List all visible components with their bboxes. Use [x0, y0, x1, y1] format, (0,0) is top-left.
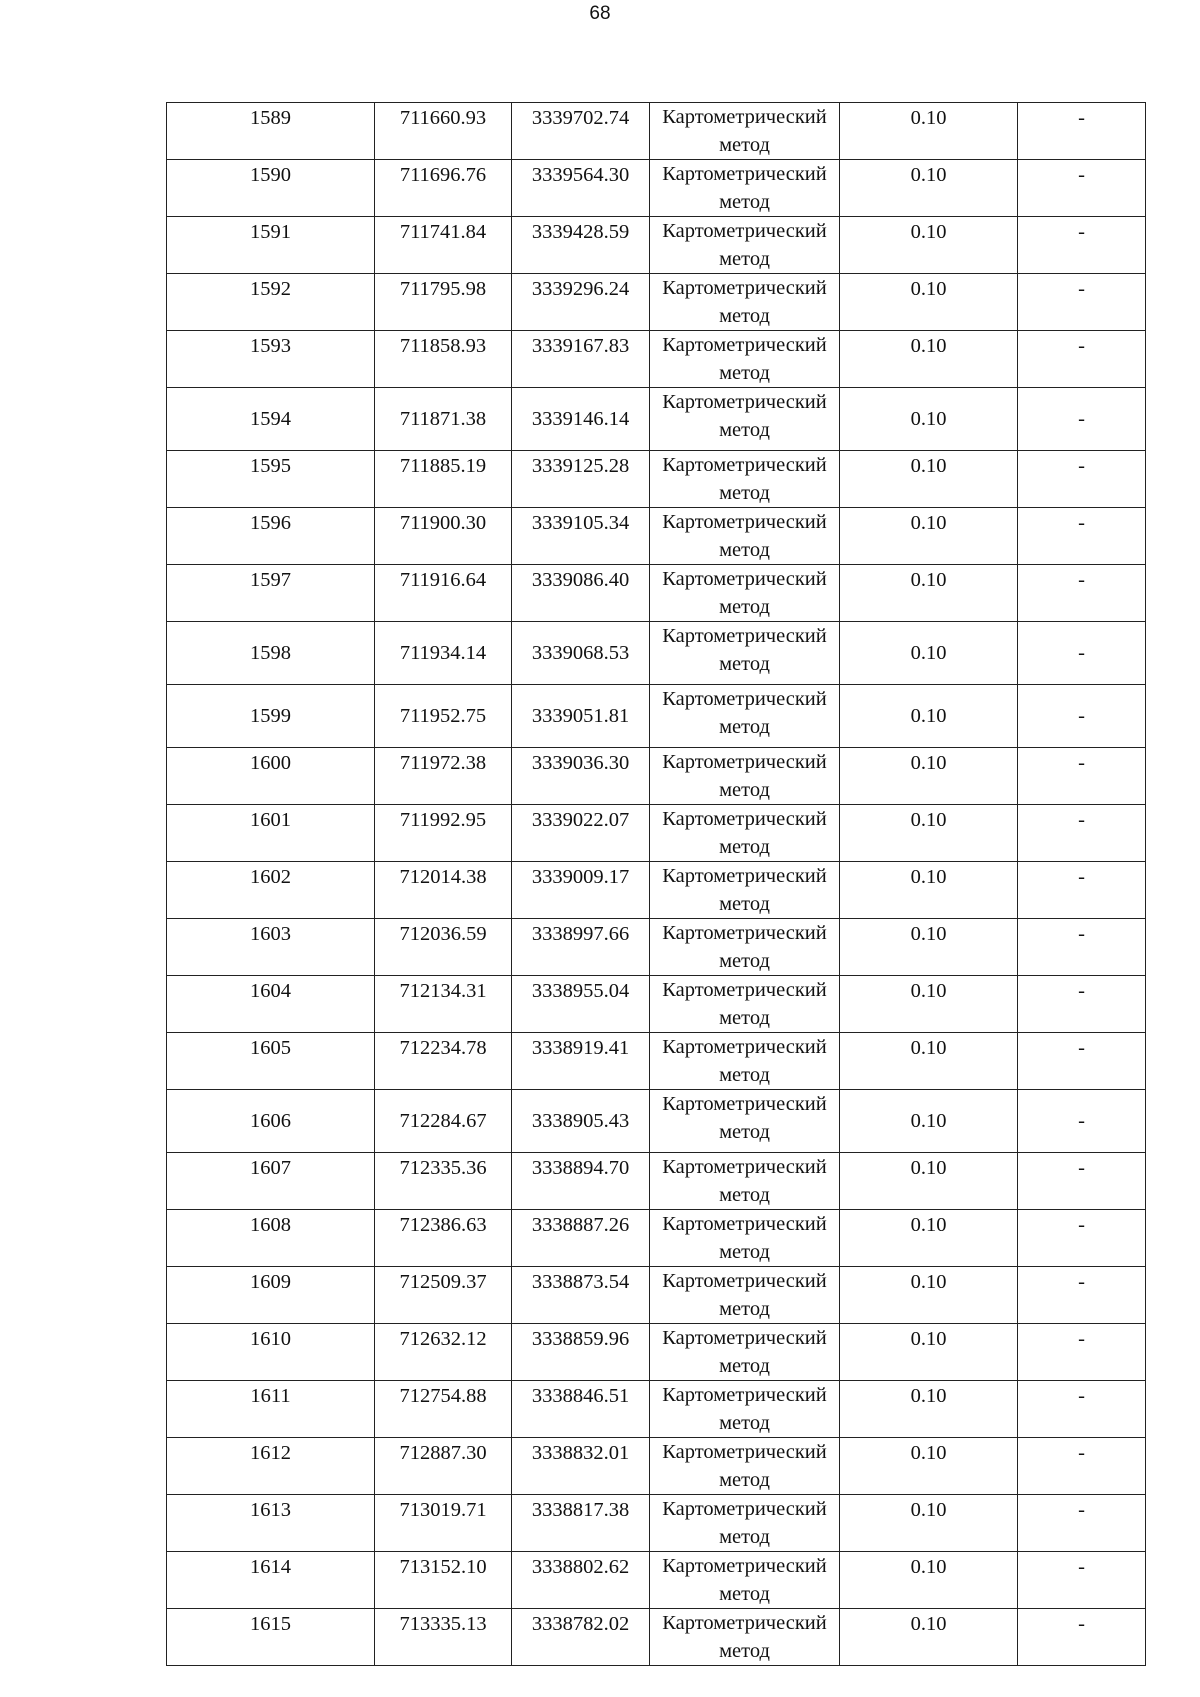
- y-coordinate-cell: 3339022.07: [512, 805, 650, 862]
- method-line-1: Картометрический: [662, 1213, 827, 1235]
- x-coordinate-cell: 711992.95: [375, 805, 512, 862]
- page-number: 68: [589, 3, 611, 24]
- method-cell: [650, 1438, 840, 1495]
- method-line-1: Картометрический: [662, 625, 827, 647]
- method-cell: [650, 217, 840, 274]
- method-line-1: Картометрический: [662, 751, 827, 773]
- table-row: [167, 1090, 1146, 1153]
- point-number-cell: 1609: [167, 1267, 375, 1324]
- y-coordinate-cell: 3339086.40: [512, 565, 650, 622]
- x-coordinate-cell: 711795.98: [375, 274, 512, 331]
- method-cell: [650, 1210, 840, 1267]
- note-cell: -: [1018, 331, 1146, 388]
- x-coordinate-cell: 711900.30: [375, 508, 512, 565]
- y-coordinate-cell: 3338859.96: [512, 1324, 650, 1381]
- method-line-2: метод: [719, 134, 770, 156]
- accuracy-cell: 0.10: [840, 805, 1018, 862]
- method-line-1: Картометрический: [662, 1498, 827, 1520]
- x-coordinate-cell: 711858.93: [375, 331, 512, 388]
- accuracy-cell: 0.10: [840, 976, 1018, 1033]
- point-number-cell: 1593: [167, 331, 375, 388]
- y-coordinate-cell: 3338832.01: [512, 1438, 650, 1495]
- method-cell: [650, 1033, 840, 1090]
- method-line-1: Картометрический: [662, 1612, 827, 1634]
- x-coordinate-cell: 711871.38: [375, 388, 512, 451]
- method-line-2: метод: [719, 1007, 770, 1029]
- method-line-1: Картометрический: [662, 277, 827, 299]
- x-coordinate-cell: 712335.36: [375, 1153, 512, 1210]
- point-number-cell: 1603: [167, 919, 375, 976]
- note-cell: -: [1018, 508, 1146, 565]
- note-cell: -: [1018, 805, 1146, 862]
- point-number-cell: 1607: [167, 1153, 375, 1210]
- note-cell: -: [1018, 451, 1146, 508]
- method-line-1: Картометрический: [662, 1093, 827, 1115]
- x-coordinate-cell: 711741.84: [375, 217, 512, 274]
- method-line-2: метод: [719, 1469, 770, 1491]
- note-cell: -: [1018, 1033, 1146, 1090]
- accuracy-cell: 0.10: [840, 1552, 1018, 1609]
- table-row: [167, 1210, 1146, 1267]
- point-number-cell: 1597: [167, 565, 375, 622]
- accuracy-cell: 0.10: [840, 508, 1018, 565]
- y-coordinate-cell: 3338817.38: [512, 1495, 650, 1552]
- accuracy-cell: 0.10: [840, 1090, 1018, 1153]
- note-cell: -: [1018, 274, 1146, 331]
- method-cell: [650, 622, 840, 685]
- note-cell: -: [1018, 1090, 1146, 1153]
- x-coordinate-cell: 711952.75: [375, 685, 512, 748]
- note-cell: -: [1018, 919, 1146, 976]
- point-number-cell: 1611: [167, 1381, 375, 1438]
- accuracy-cell: 0.10: [840, 1495, 1018, 1552]
- accuracy-cell: 0.10: [840, 1609, 1018, 1666]
- method-cell: [650, 919, 840, 976]
- table-row: [167, 976, 1146, 1033]
- note-cell: -: [1018, 1495, 1146, 1552]
- y-coordinate-cell: 3339125.28: [512, 451, 650, 508]
- method-cell: [650, 103, 840, 160]
- method-line-1: Картометрический: [662, 568, 827, 590]
- method-cell: [650, 1153, 840, 1210]
- accuracy-cell: 0.10: [840, 1210, 1018, 1267]
- table-row: [167, 1267, 1146, 1324]
- y-coordinate-cell: 3338782.02: [512, 1609, 650, 1666]
- method-cell: [650, 1381, 840, 1438]
- method-cell: [650, 160, 840, 217]
- table-row: [167, 217, 1146, 274]
- note-cell: -: [1018, 862, 1146, 919]
- method-line-2: метод: [719, 653, 770, 675]
- accuracy-cell: 0.10: [840, 862, 1018, 919]
- note-cell: -: [1018, 103, 1146, 160]
- accuracy-cell: 0.10: [840, 217, 1018, 274]
- note-cell: -: [1018, 1153, 1146, 1210]
- accuracy-cell: 0.10: [840, 103, 1018, 160]
- x-coordinate-cell: 711660.93: [375, 103, 512, 160]
- x-coordinate-cell: 713335.13: [375, 1609, 512, 1666]
- y-coordinate-cell: 3338873.54: [512, 1267, 650, 1324]
- point-number-cell: 1592: [167, 274, 375, 331]
- method-line-1: Картометрический: [662, 454, 827, 476]
- method-cell: [650, 1267, 840, 1324]
- y-coordinate-cell: 3339146.14: [512, 388, 650, 451]
- table-row: [167, 160, 1146, 217]
- accuracy-cell: 0.10: [840, 685, 1018, 748]
- method-line-2: метод: [719, 362, 770, 384]
- method-cell: [650, 274, 840, 331]
- x-coordinate-cell: 711885.19: [375, 451, 512, 508]
- method-line-1: Картометрический: [662, 865, 827, 887]
- method-line-2: метод: [719, 716, 770, 738]
- method-cell: [650, 1495, 840, 1552]
- y-coordinate-cell: 3338894.70: [512, 1153, 650, 1210]
- method-line-2: метод: [719, 482, 770, 504]
- table-row: [167, 1033, 1146, 1090]
- table-row: [167, 1495, 1146, 1552]
- table-row: [167, 274, 1146, 331]
- method-line-2: метод: [719, 1298, 770, 1320]
- method-cell: [650, 1552, 840, 1609]
- method-cell: [650, 1324, 840, 1381]
- note-cell: -: [1018, 388, 1146, 451]
- method-cell: [650, 451, 840, 508]
- table-row: [167, 622, 1146, 685]
- table-row: [167, 508, 1146, 565]
- method-line-1: Картометрический: [662, 511, 827, 533]
- x-coordinate-cell: 711696.76: [375, 160, 512, 217]
- note-cell: -: [1018, 685, 1146, 748]
- method-line-2: метод: [719, 1184, 770, 1206]
- x-coordinate-cell: 712386.63: [375, 1210, 512, 1267]
- method-line-1: Картометрический: [662, 1441, 827, 1463]
- accuracy-cell: 0.10: [840, 1324, 1018, 1381]
- table-row: [167, 1324, 1146, 1381]
- y-coordinate-cell: 3339105.34: [512, 508, 650, 565]
- method-line-1: Картометрический: [662, 334, 827, 356]
- method-line-2: метод: [719, 1241, 770, 1263]
- accuracy-cell: 0.10: [840, 1153, 1018, 1210]
- method-line-1: Картометрический: [662, 1270, 827, 1292]
- accuracy-cell: 0.10: [840, 274, 1018, 331]
- accuracy-cell: 0.10: [840, 919, 1018, 976]
- table-row: [167, 1438, 1146, 1495]
- method-line-1: Картометрический: [662, 808, 827, 830]
- method-cell: [650, 685, 840, 748]
- y-coordinate-cell: 3338997.66: [512, 919, 650, 976]
- note-cell: -: [1018, 1267, 1146, 1324]
- table-row: [167, 331, 1146, 388]
- method-cell: [650, 748, 840, 805]
- method-line-1: Картометрический: [662, 688, 827, 710]
- method-line-1: Картометрический: [662, 391, 827, 413]
- method-line-1: Картометрический: [662, 1555, 827, 1577]
- method-line-2: метод: [719, 1412, 770, 1434]
- method-line-2: метод: [719, 950, 770, 972]
- method-cell: [650, 331, 840, 388]
- method-line-2: метод: [719, 779, 770, 801]
- x-coordinate-cell: 712887.30: [375, 1438, 512, 1495]
- accuracy-cell: 0.10: [840, 1267, 1018, 1324]
- method-cell: [650, 388, 840, 451]
- accuracy-cell: 0.10: [840, 388, 1018, 451]
- y-coordinate-cell: 3338887.26: [512, 1210, 650, 1267]
- method-line-2: метод: [719, 1121, 770, 1143]
- y-coordinate-cell: 3338846.51: [512, 1381, 650, 1438]
- table-row: [167, 1609, 1146, 1666]
- accuracy-cell: 0.10: [840, 1033, 1018, 1090]
- method-cell: [650, 805, 840, 862]
- method-cell: [650, 508, 840, 565]
- table-row: [167, 748, 1146, 805]
- note-cell: -: [1018, 1381, 1146, 1438]
- x-coordinate-cell: 713152.10: [375, 1552, 512, 1609]
- y-coordinate-cell: 3338802.62: [512, 1552, 650, 1609]
- point-number-cell: 1595: [167, 451, 375, 508]
- x-coordinate-cell: 712014.38: [375, 862, 512, 919]
- point-number-cell: 1598: [167, 622, 375, 685]
- method-line-2: метод: [719, 248, 770, 270]
- accuracy-cell: 0.10: [840, 451, 1018, 508]
- table-row: [167, 685, 1146, 748]
- method-line-2: метод: [719, 539, 770, 561]
- x-coordinate-cell: 713019.71: [375, 1495, 512, 1552]
- note-cell: -: [1018, 217, 1146, 274]
- note-cell: -: [1018, 1609, 1146, 1666]
- x-coordinate-cell: 712134.31: [375, 976, 512, 1033]
- y-coordinate-cell: 3339428.59: [512, 217, 650, 274]
- method-cell: [650, 976, 840, 1033]
- y-coordinate-cell: 3338905.43: [512, 1090, 650, 1153]
- method-line-1: Картометрический: [662, 163, 827, 185]
- method-line-1: Картометрический: [662, 106, 827, 128]
- point-number-cell: 1589: [167, 103, 375, 160]
- y-coordinate-cell: 3339009.17: [512, 862, 650, 919]
- note-cell: -: [1018, 1438, 1146, 1495]
- point-number-cell: 1614: [167, 1552, 375, 1609]
- note-cell: -: [1018, 1210, 1146, 1267]
- point-number-cell: 1600: [167, 748, 375, 805]
- point-number-cell: 1604: [167, 976, 375, 1033]
- note-cell: -: [1018, 160, 1146, 217]
- x-coordinate-cell: 711916.64: [375, 565, 512, 622]
- accuracy-cell: 0.10: [840, 622, 1018, 685]
- table-row: [167, 103, 1146, 160]
- point-number-cell: 1601: [167, 805, 375, 862]
- table-row: [167, 1153, 1146, 1210]
- table-row: [167, 1381, 1146, 1438]
- y-coordinate-cell: 3338919.41: [512, 1033, 650, 1090]
- y-coordinate-cell: 3339296.24: [512, 274, 650, 331]
- method-line-2: метод: [719, 893, 770, 915]
- method-line-1: Картометрический: [662, 220, 827, 242]
- table-row: [167, 1552, 1146, 1609]
- x-coordinate-cell: 712509.37: [375, 1267, 512, 1324]
- accuracy-cell: 0.10: [840, 1438, 1018, 1495]
- x-coordinate-cell: 712754.88: [375, 1381, 512, 1438]
- point-number-cell: 1608: [167, 1210, 375, 1267]
- method-line-2: метод: [719, 1355, 770, 1377]
- x-coordinate-cell: 711972.38: [375, 748, 512, 805]
- method-cell: [650, 565, 840, 622]
- point-number-cell: 1602: [167, 862, 375, 919]
- coordinates-table-body: [167, 103, 1146, 1666]
- method-line-2: метод: [719, 1526, 770, 1548]
- method-line-2: метод: [719, 191, 770, 213]
- accuracy-cell: 0.10: [840, 160, 1018, 217]
- coordinates-table: [166, 102, 1146, 1666]
- method-line-2: метод: [719, 305, 770, 327]
- x-coordinate-cell: 712234.78: [375, 1033, 512, 1090]
- point-number-cell: 1594: [167, 388, 375, 451]
- method-line-2: метод: [719, 1583, 770, 1605]
- x-coordinate-cell: 712632.12: [375, 1324, 512, 1381]
- method-line-1: Картометрический: [662, 979, 827, 1001]
- note-cell: -: [1018, 622, 1146, 685]
- y-coordinate-cell: 3339167.83: [512, 331, 650, 388]
- table-row: [167, 862, 1146, 919]
- accuracy-cell: 0.10: [840, 331, 1018, 388]
- note-cell: -: [1018, 565, 1146, 622]
- point-number-cell: 1605: [167, 1033, 375, 1090]
- method-cell: [650, 1090, 840, 1153]
- point-number-cell: 1613: [167, 1495, 375, 1552]
- table-row: [167, 388, 1146, 451]
- accuracy-cell: 0.10: [840, 565, 1018, 622]
- method-line-2: метод: [719, 419, 770, 441]
- table-row: [167, 919, 1146, 976]
- y-coordinate-cell: 3339051.81: [512, 685, 650, 748]
- method-line-1: Картометрический: [662, 922, 827, 944]
- point-number-cell: 1596: [167, 508, 375, 565]
- method-line-2: метод: [719, 1640, 770, 1662]
- y-coordinate-cell: 3339036.30: [512, 748, 650, 805]
- table-row: [167, 805, 1146, 862]
- x-coordinate-cell: 712284.67: [375, 1090, 512, 1153]
- method-line-2: метод: [719, 1064, 770, 1086]
- method-cell: [650, 862, 840, 919]
- accuracy-cell: 0.10: [840, 748, 1018, 805]
- table-row: [167, 451, 1146, 508]
- point-number-cell: 1590: [167, 160, 375, 217]
- note-cell: -: [1018, 1324, 1146, 1381]
- method-line-1: Картометрический: [662, 1036, 827, 1058]
- point-number-cell: 1591: [167, 217, 375, 274]
- accuracy-cell: 0.10: [840, 1381, 1018, 1438]
- point-number-cell: 1615: [167, 1609, 375, 1666]
- note-cell: -: [1018, 976, 1146, 1033]
- method-line-1: Картометрический: [662, 1384, 827, 1406]
- x-coordinate-cell: 711934.14: [375, 622, 512, 685]
- point-number-cell: 1606: [167, 1090, 375, 1153]
- y-coordinate-cell: 3339068.53: [512, 622, 650, 685]
- y-coordinate-cell: 3339564.30: [512, 160, 650, 217]
- method-line-2: метод: [719, 836, 770, 858]
- method-line-1: Картометрический: [662, 1156, 827, 1178]
- note-cell: -: [1018, 748, 1146, 805]
- table-row: [167, 565, 1146, 622]
- x-coordinate-cell: 712036.59: [375, 919, 512, 976]
- y-coordinate-cell: 3339702.74: [512, 103, 650, 160]
- method-line-2: метод: [719, 596, 770, 618]
- note-cell: -: [1018, 1552, 1146, 1609]
- point-number-cell: 1612: [167, 1438, 375, 1495]
- point-number-cell: 1610: [167, 1324, 375, 1381]
- point-number-cell: 1599: [167, 685, 375, 748]
- method-line-1: Картометрический: [662, 1327, 827, 1349]
- y-coordinate-cell: 3338955.04: [512, 976, 650, 1033]
- method-cell: [650, 1609, 840, 1666]
